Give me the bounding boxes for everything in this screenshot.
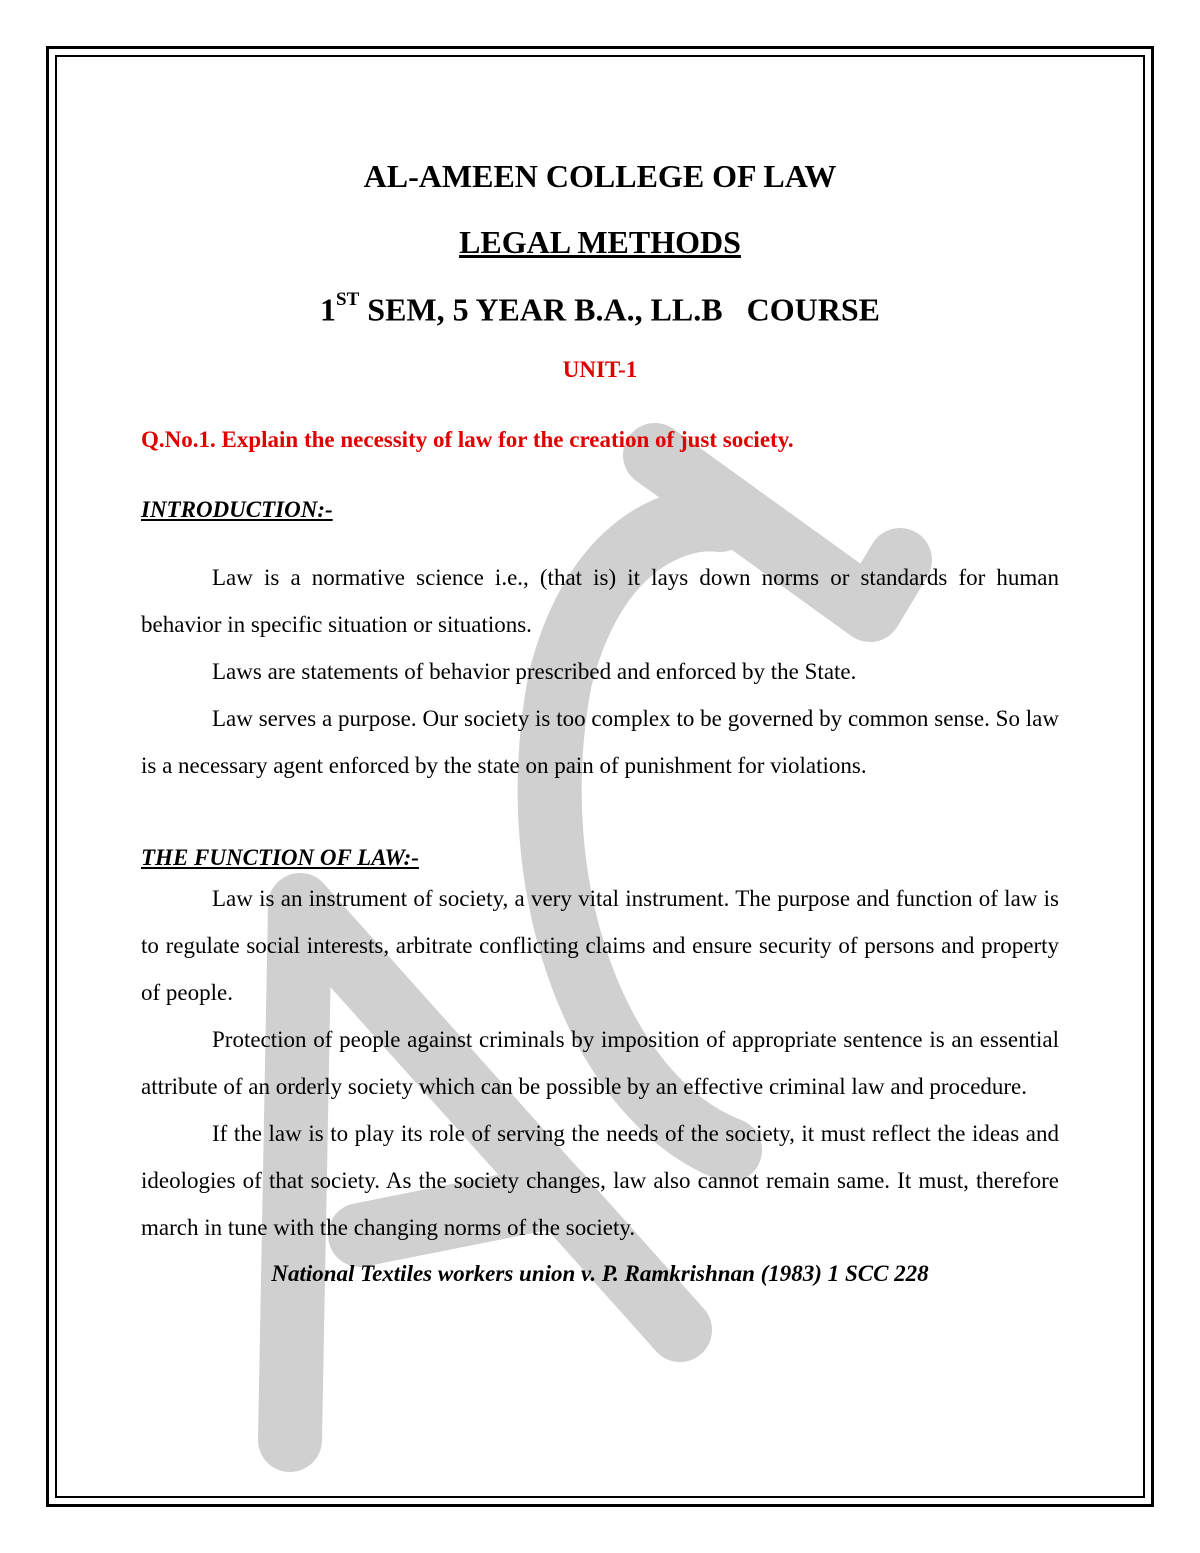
college-title: AL-AMEEN COLLEGE OF LAW (363, 158, 837, 194)
course-title (141, 276, 1059, 338)
intro-paragraph-1: Law is a normative science i.e., (that is) it lays down norms or standards for human behavior in specific situation or situations. (141, 564, 1059, 637)
introduction-heading-text: INTRODUCTION:- (141, 496, 333, 522)
case-citation: National Textiles workers union v. P. Ramkrishnan (1983) 1 SCC 228 (271, 1260, 929, 1286)
document-content (141, 148, 1059, 1291)
function-paragraph-2: Protection of people against criminals by imposition of appropriate sentence is an essential attribute of an orderly society which can be possible by an effective criminal law and procedure. (141, 1026, 1059, 1099)
function-heading (141, 841, 1059, 875)
course-text: SEM, 5 YEAR B.A., LL.B COURSE (359, 291, 880, 328)
unit-label: UNIT-1 (562, 356, 638, 382)
function-paragraph-3: If the law is to play its role of serving the needs of the society, it must reflect the ideas and ideologies of that society. As the society changes, law also cannot remain same. It must, therefore march in tune with the changing norms of the society. (141, 1120, 1059, 1240)
subject-title: LEGAL METHODS (459, 224, 741, 260)
question-heading: Q.No.1. Explain the necessity of law for the creation of just society. (141, 426, 794, 452)
intro-paragraph-3: Law serves a purpose. Our society is too complex to be governed by common sense. So law is a necessary agent enforced by the state on pain of punishment for violations. (141, 705, 1059, 778)
intro-paragraph-2: Laws are statements of behavior prescribed and enforced by the State. (212, 658, 857, 684)
introduction-heading (141, 493, 1059, 527)
function-heading-text: THE FUNCTION OF LAW:- (141, 844, 419, 870)
semester-number: 1 (320, 291, 337, 328)
function-paragraph-1: Law is an instrument of society, a very vital instrument. The purpose and function of law is to regulate social interests, arbitrate conflicting claims and ensure security of persons and property of people. (141, 885, 1059, 1005)
semester-superscript: ST (336, 289, 360, 310)
